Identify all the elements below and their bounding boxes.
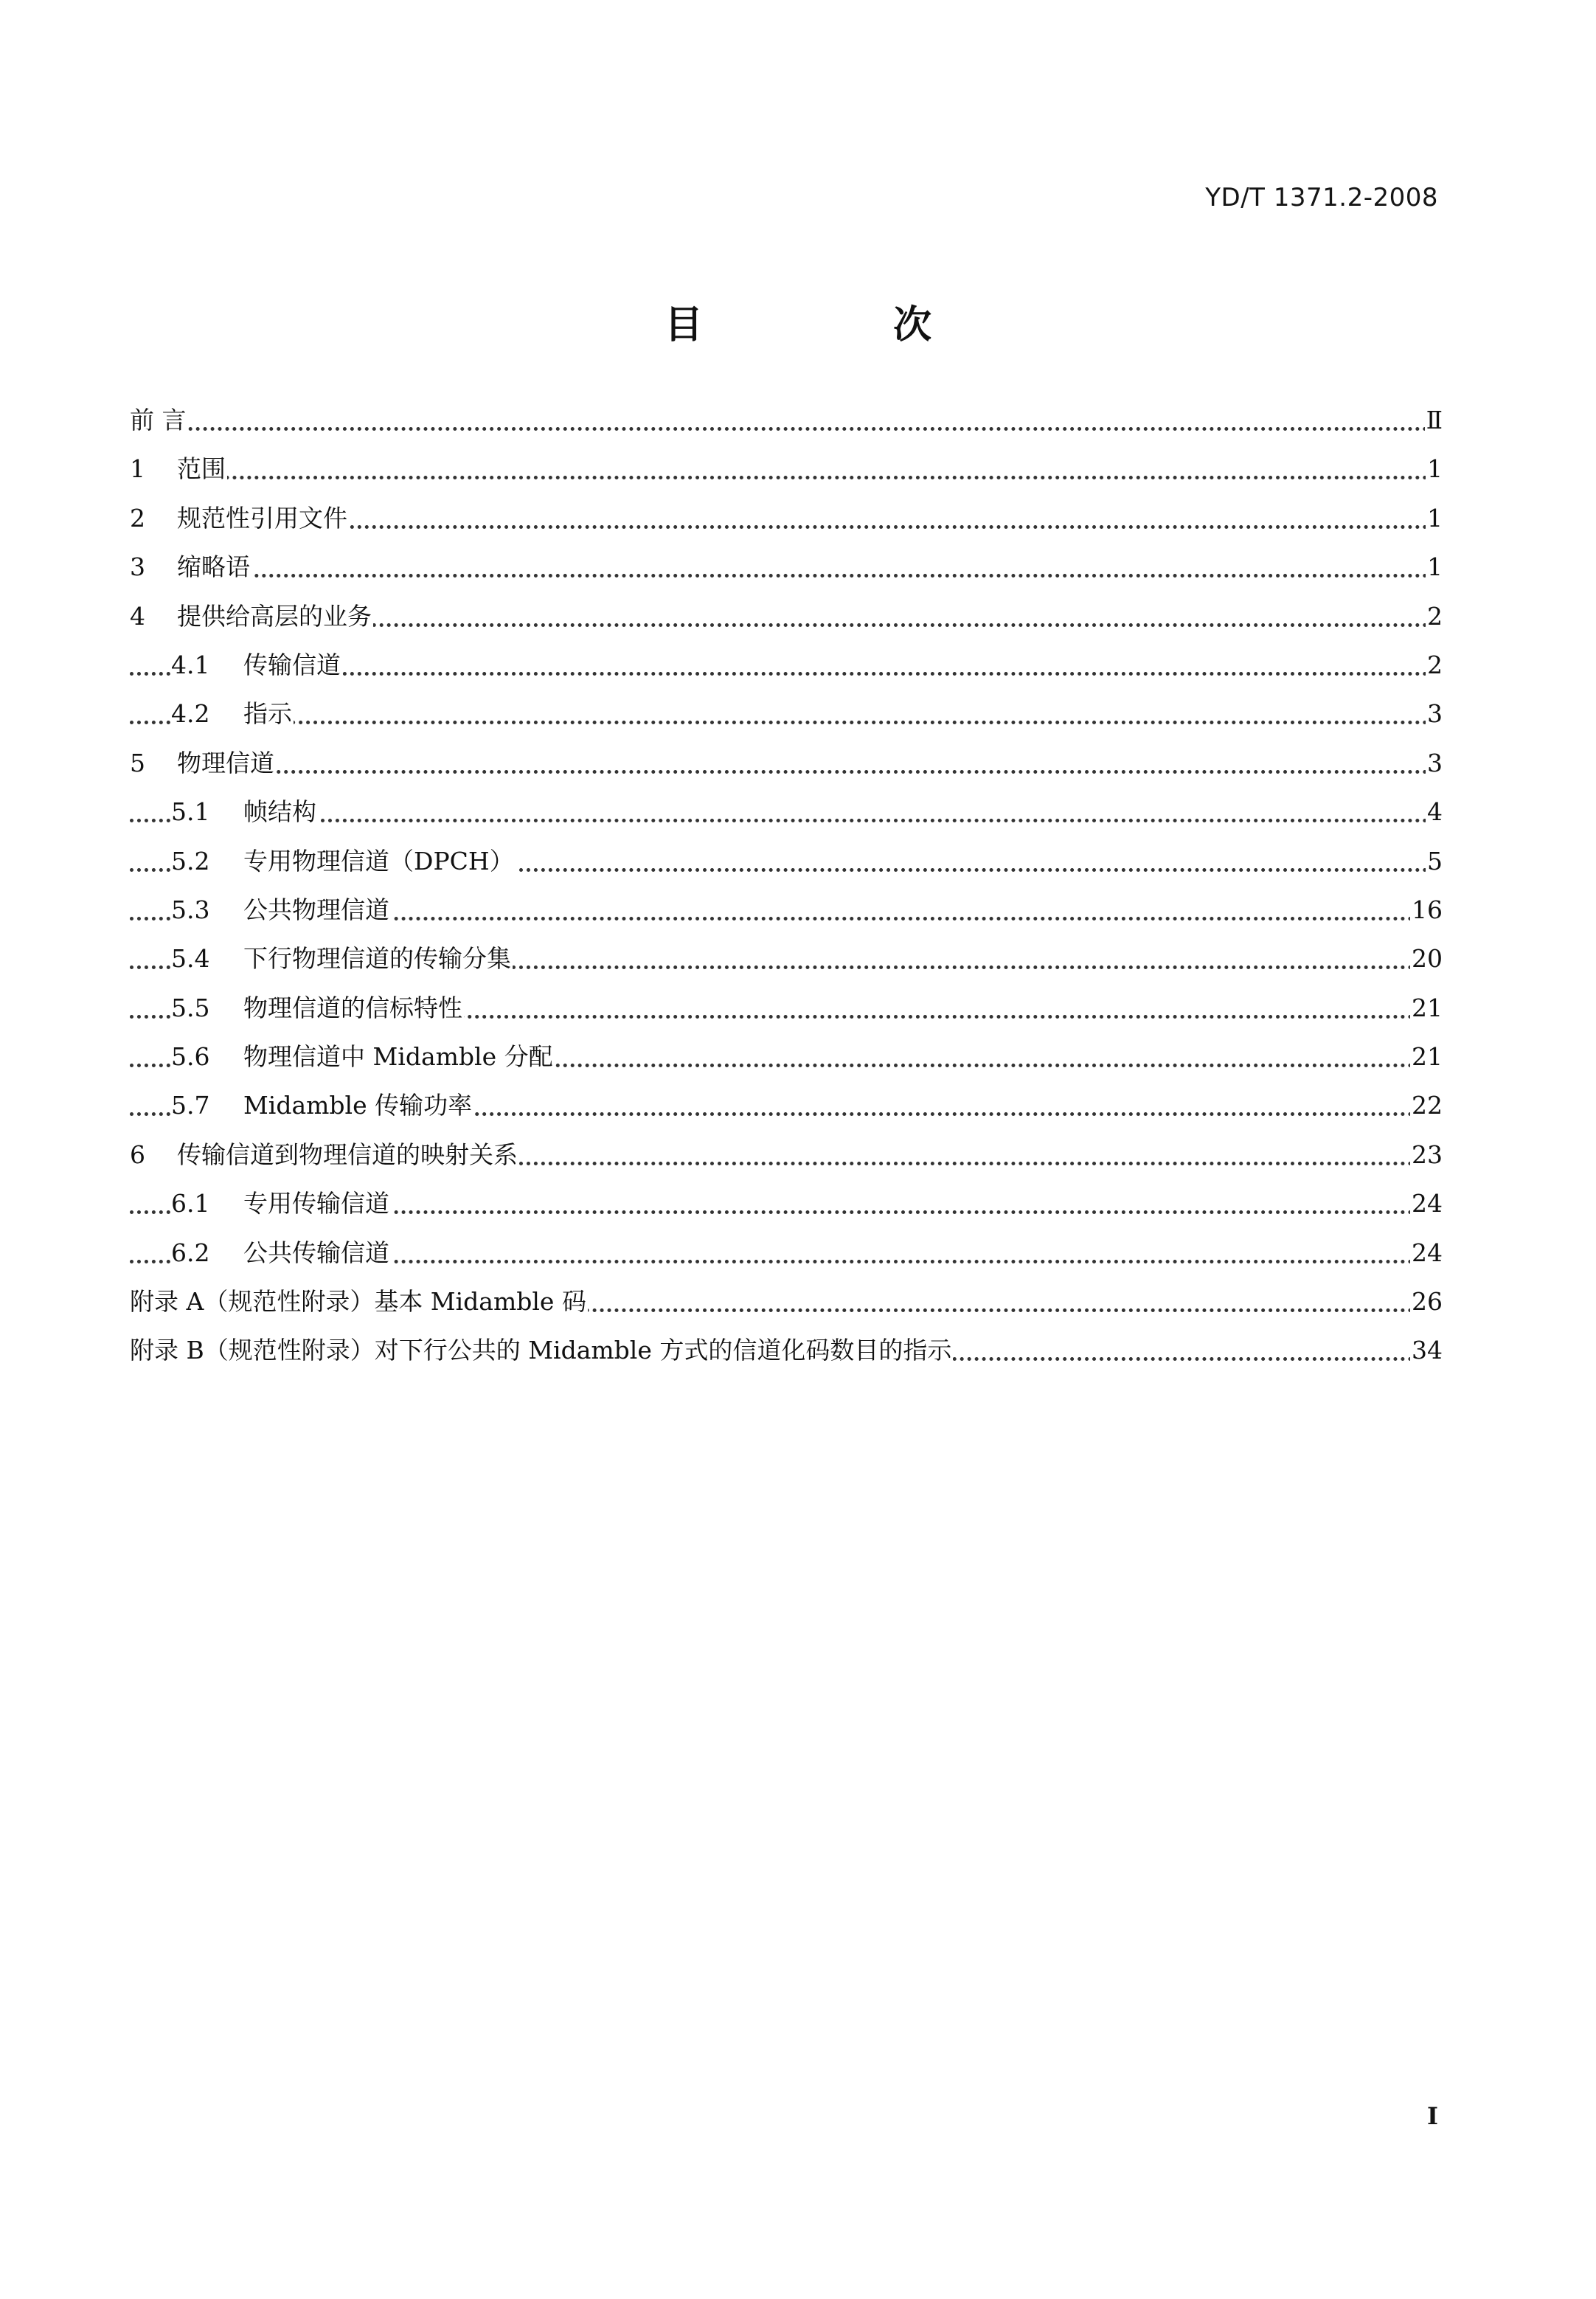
toc-entry-title: 帧结构 <box>243 797 316 827</box>
toc-entry[interactable] <box>130 747 1443 796</box>
toc-entry[interactable] <box>130 1334 1443 1383</box>
toc-entry-page: 5 <box>1426 845 1443 878</box>
toc-entry-page: 3 <box>1426 747 1443 780</box>
toc-entry-title: 附录 A（规范性附录）基本 Midamble 码 <box>130 1287 586 1317</box>
toc-entry-label <box>171 1089 473 1122</box>
toc-entry-number: 5.7 <box>171 1091 210 1120</box>
toc-entry[interactable] <box>130 1187 1443 1236</box>
toc-entry[interactable] <box>130 404 1443 453</box>
toc-entry-number: 5.3 <box>171 895 210 924</box>
toc-entry-title: 范围 <box>177 454 226 484</box>
toc-entry-label <box>130 1334 953 1367</box>
toc-entry-title: Midamble 传输功率 <box>243 1091 473 1120</box>
toc-entry-label <box>171 796 318 828</box>
toc-entry[interactable] <box>130 649 1443 698</box>
toc-entry[interactable] <box>130 894 1443 943</box>
dot-leader <box>130 819 1443 822</box>
toc-entry-page: 20 <box>1410 943 1443 975</box>
toc-entry-number: 6.2 <box>171 1238 210 1267</box>
toc-entry-page: 1 <box>1426 502 1443 535</box>
toc-entry-label <box>171 943 513 975</box>
toc-entry[interactable] <box>130 502 1443 551</box>
toc-entry-page: 21 <box>1410 1041 1443 1073</box>
toc-entry-number: 5 <box>130 748 145 777</box>
toc-entry-label <box>171 1187 391 1220</box>
toc-entry-label <box>171 649 342 682</box>
toc-entry-page: 34 <box>1410 1334 1443 1367</box>
toc-entry-title: 公共传输信道 <box>243 1238 389 1267</box>
toc-entry-page: 24 <box>1410 1237 1443 1269</box>
toc-entry-page: 24 <box>1410 1187 1443 1220</box>
toc-entry-page: 1 <box>1426 453 1443 485</box>
toc-entry[interactable] <box>130 453 1443 502</box>
toc-entry-page: 2 <box>1426 649 1443 682</box>
toc-entry-page: 1 <box>1426 551 1443 583</box>
page-title: 目 次 <box>664 303 1021 347</box>
toc-entry-number: 4 <box>130 601 145 631</box>
toc-entry-number: 5.6 <box>171 1042 210 1072</box>
toc-entry-page: 2 <box>1426 600 1443 633</box>
toc-entry-title: 物理信道中 Midamble 分配 <box>243 1042 553 1072</box>
toc-entry[interactable] <box>130 600 1443 649</box>
toc-entry[interactable] <box>130 943 1443 991</box>
toc-entry-title: 传输信道到物理信道的映射关系 <box>177 1140 518 1169</box>
document-code: YD/T 1371.2-2008 <box>1205 183 1438 212</box>
toc-entry-label <box>171 845 516 878</box>
toc-entry[interactable] <box>130 1237 1443 1286</box>
toc-entry-number: 5.2 <box>171 846 210 875</box>
toc-entry-page: Ⅱ <box>1425 404 1443 437</box>
toc-entry[interactable] <box>130 551 1443 600</box>
toc-entry-title: 指示 <box>243 699 292 729</box>
toc-entry-page: 3 <box>1426 698 1443 730</box>
toc-entry-page: 21 <box>1410 992 1443 1024</box>
toc-entry-page: 4 <box>1426 796 1443 828</box>
table-of-contents <box>130 404 1443 1384</box>
toc-entry-label <box>130 502 349 535</box>
toc-entry[interactable] <box>130 1286 1443 1334</box>
toc-entry-label <box>171 992 464 1024</box>
toc-entry[interactable] <box>130 698 1443 746</box>
toc-entry-title: 物理信道的信标特性 <box>243 993 462 1022</box>
toc-entry-number: 5.4 <box>171 944 210 974</box>
toc-entry[interactable] <box>130 992 1443 1041</box>
toc-entry-number: 6.1 <box>171 1189 210 1218</box>
toc-entry-number: 3 <box>130 552 145 582</box>
toc-entry[interactable] <box>130 1089 1443 1138</box>
toc-entry-label <box>171 1041 555 1073</box>
toc-entry-title: 公共物理信道 <box>243 895 389 924</box>
toc-entry-page: 23 <box>1410 1139 1443 1171</box>
toc-entry-label <box>171 698 294 730</box>
toc-entry-page: 26 <box>1410 1286 1443 1318</box>
toc-entry-number: 6 <box>130 1140 145 1169</box>
toc-entry-title: 传输信道 <box>243 650 341 679</box>
toc-entry-title: 附录 B（规范性附录）对下行公共的 Midamble 方式的信道化码数目的指示 <box>130 1336 952 1365</box>
toc-entry[interactable] <box>130 1139 1443 1187</box>
toc-entry-label <box>130 1139 519 1171</box>
toc-entry-number: 5.5 <box>171 993 210 1022</box>
toc-entry-number: 1 <box>130 454 145 484</box>
toc-entry-page: 22 <box>1410 1089 1443 1122</box>
toc-entry-label <box>130 600 373 633</box>
toc-entry[interactable] <box>130 845 1443 894</box>
toc-entry-label <box>130 747 276 780</box>
toc-entry-page: 16 <box>1410 894 1443 926</box>
toc-entry-label <box>171 1237 391 1269</box>
toc-entry-title: 提供给高层的业务 <box>177 601 372 631</box>
toc-entry-title: 下行物理信道的传输分集 <box>243 944 511 974</box>
toc-entry-title: 物理信道 <box>177 748 274 777</box>
dot-leader <box>130 476 1443 479</box>
toc-entry-title: 专用物理信道（DPCH） <box>243 846 514 875</box>
dot-leader <box>130 574 1443 578</box>
toc-entry-label <box>130 1286 588 1318</box>
toc-entry[interactable] <box>130 1041 1443 1089</box>
toc-entry-title: 专用传输信道 <box>243 1189 389 1218</box>
toc-entry-title: 缩略语 <box>177 552 250 582</box>
dot-leader <box>130 427 1443 431</box>
toc-entry-number: 5.1 <box>171 797 210 827</box>
toc-entry-label <box>171 894 391 926</box>
toc-entry-label <box>130 453 227 485</box>
toc-entry-number: 4.2 <box>171 699 210 729</box>
toc-entry-label <box>130 404 188 437</box>
page-number: I <box>1427 2102 1438 2130</box>
toc-entry-number: 2 <box>130 503 145 533</box>
dot-leader <box>130 721 1443 724</box>
toc-entry[interactable] <box>130 796 1443 845</box>
dot-leader <box>130 770 1443 774</box>
toc-entry-title: 前 言 <box>130 406 187 434</box>
toc-entry-number: 4.1 <box>171 650 210 679</box>
toc-entry-label <box>130 551 251 583</box>
toc-entry-title: 规范性引用文件 <box>177 503 347 533</box>
